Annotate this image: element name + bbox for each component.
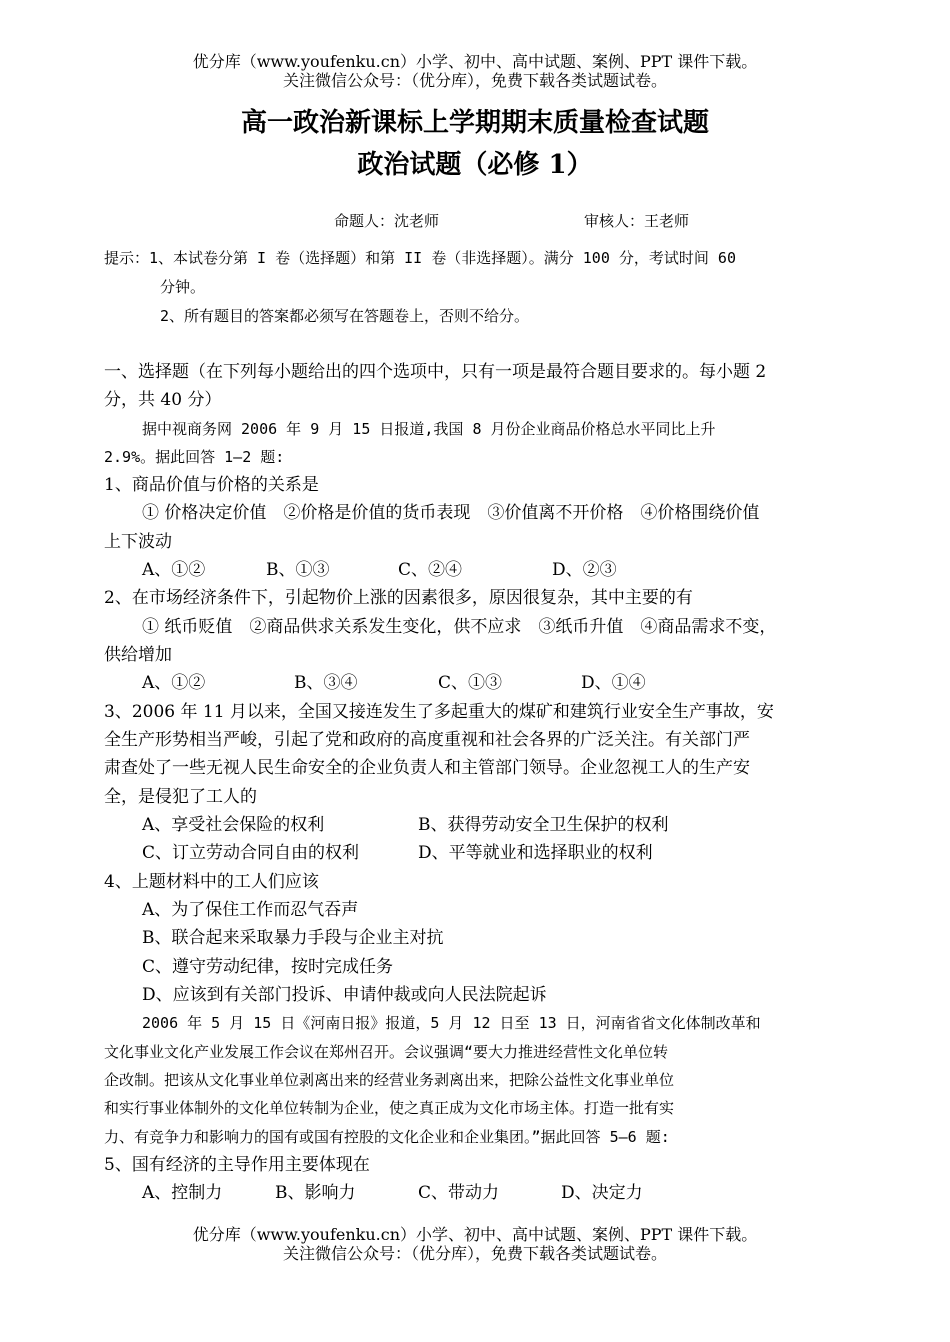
material-intro: 据中视商务网 2006 年 9 月 15 日报道,我国 8 月份企业商品价格总水平同比上升 [142,420,716,438]
note-1: 提示：1、本试卷分第 I 卷（选择题）和第 II 卷（非选择题）。满分 100 分，考试时间 60 [104,249,736,267]
material2-line-4: 和实行事业体制外的文化单位转制为企业，使之真正成为文化市场主体。打造一批有实 [104,1099,675,1117]
q3-stem-3: 肃查处了一些无视人民生命安全的企业负责人和主管部门领导。企业忽视工人的生产安 [104,758,750,778]
q3-stem: 3、2006 年 11 月以来，全国又接连发生了多起重大的煤矿和建筑行业安全生产事故，安 [104,702,774,722]
q5-option-a: A、控制力 [142,1183,223,1203]
header-line-1: 优分库（www.youfenku.cn）小学、初中、高中试题、案例、PPT 课件下载。 [192,52,758,71]
q1-items-cont: 上下波动 [104,532,172,552]
q2-stem: 2、在市场经济条件下，引起物价上涨的因素很多，原因很复杂，其中主要的有 [104,588,693,608]
q5-stem: 5、国有经济的主导作用主要体现在 [104,1155,370,1175]
q2-items: ① 纸币贬值 ②商品供求关系发生变化，供不应求 ③纸币升值 ④商品需求不变， [142,617,777,637]
composer: 命题人：沈老师 [334,212,440,230]
material2-line-2: 文化事业文化产业发展工作会议在郑州召开。会议强调“要大力推进经营性文化单位转 [104,1043,669,1061]
q4-option-a: A、为了保住工作而忍气吞声 [142,900,359,920]
q3-stem-2: 全生产形势相当严峻，引起了党和政府的高度重视和社会各界的广泛关注。有关部门严 [104,730,750,750]
q3-stem-4: 全，是侵犯了工人的 [104,787,257,807]
material-intro-cont: 2.9%。据此回答 1—2 题: [104,448,285,466]
q1-items: ① 价格决定价值 ②价格是价值的货币表现 ③价值离不开价格 ④价格围绕价值 [142,503,760,523]
q1-option-a: A、①② [142,560,206,580]
header-line-2: 关注微信公众号：（优分库），免费下载各类试题试卷。 [282,71,667,90]
q2-option-a: A、①② [142,673,206,693]
q1-stem: 1、商品价值与价格的关系是 [104,475,319,495]
page-title: 高一政治新课标上学期期末质量检查试题 [240,108,709,138]
q4-option-d: D、应该到有关部门投诉、申请仲裁或向人民法院起诉 [142,985,547,1005]
section-heading: 一、选择题（在下列每小题给出的四个选项中，只有一项是最符合题目要求的。每小题 2 [104,362,767,382]
q1-option-b: B、①③ [266,560,330,580]
q5-option-b: B、影响力 [275,1183,356,1203]
q3-option-c: C、订立劳动合同自由的权利 [142,843,360,863]
q1-option-c: C、②④ [398,560,463,580]
q5-option-d: D、决定力 [561,1183,643,1203]
q4-option-c: C、遵守劳动纪律，按时完成任务 [142,957,394,977]
footer-line-2: 关注微信公众号：（优分库），免费下载各类试题试卷。 [282,1244,667,1263]
q2-items-cont: 供给增加 [104,645,172,665]
q1-option-d: D、②③ [552,560,617,580]
reviewer: 审核人：王老师 [584,212,690,230]
q3-option-b: B、获得劳动安全卫生保护的权利 [418,815,669,835]
q2-option-d: D、①④ [581,673,646,693]
q3-option-a: A、享受社会保险的权利 [142,815,325,835]
page-subtitle: 政治试题（必修 1） [357,150,593,180]
material2-line-5: 力、有竞争力和影响力的国有或国有控股的文化企业和企业集团。”据此回答 5—6 题: [104,1128,670,1146]
material2-line-1: 2006 年 5 月 15 日《河南日报》报道，5 月 12 日至 13 日，河南省省文化体制改革和 [142,1014,761,1032]
q2-option-b: B、③④ [294,673,358,693]
q2-option-c: C、①③ [438,673,503,693]
q4-option-b: B、联合起来采取暴力手段与企业主对抗 [142,928,444,948]
section-heading-cont: 分，共 40 分） [104,390,222,410]
material2-line-3: 企改制。把该从文化事业单位剥离出来的经营业务剥离出来，把除公益性文化事业单位 [104,1071,675,1089]
note-1-cont: 分钟。 [160,278,206,296]
note-2: 2、所有题目的答案都必须写在答题卷上，否则不给分。 [160,307,530,325]
q4-stem: 4、上题材料中的工人们应该 [104,872,319,892]
footer-line-1: 优分库（www.youfenku.cn）小学、初中、高中试题、案例、PPT 课件下载。 [192,1225,758,1244]
q5-option-c: C、带动力 [418,1183,500,1203]
q3-option-d: D、平等就业和选择职业的权利 [418,843,653,863]
